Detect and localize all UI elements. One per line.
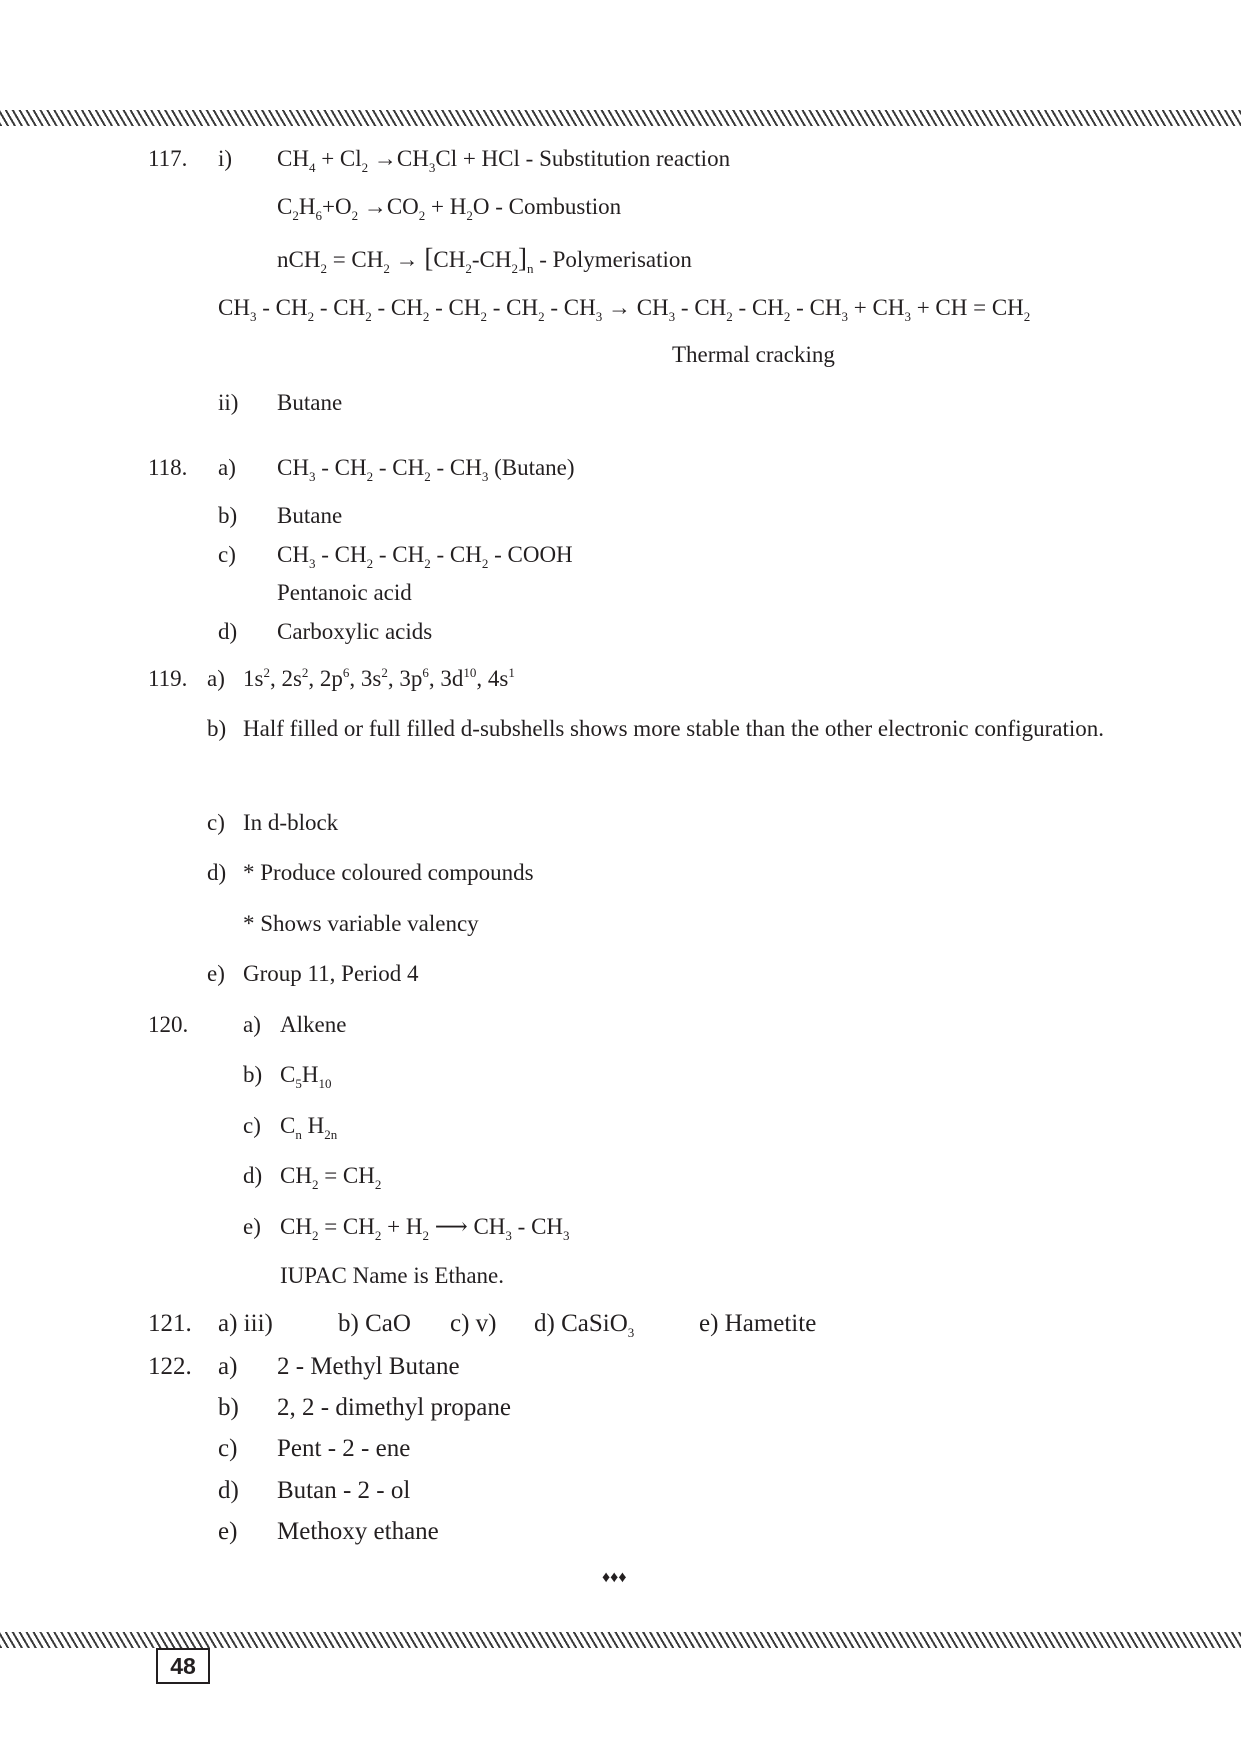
- butane-name: (Butane): [494, 455, 575, 480]
- q118-a-label: a): [218, 455, 236, 480]
- combustion-label: - Combustion: [495, 194, 622, 219]
- q120-b-label: b): [243, 1062, 263, 1087]
- q122-item-label: d): [218, 1477, 239, 1504]
- question-120-number: 120.: [148, 1012, 189, 1037]
- q120-d-formula: $CH_2 = CH_2$: [280, 1163, 382, 1192]
- q117-i-label: i): [218, 146, 233, 171]
- question-119-number: 119.: [148, 666, 188, 691]
- q117-combustion-equation: $C_2H_6+O_2 \to CO_2 + H_2O$ - Combustion: [277, 194, 622, 223]
- q119-electronic-configuration: $1s^2$, $2s^2$, $2p^6$, $3s^2$, $3p^6$, $3d^{10}$, $4s^1$: [243, 665, 515, 691]
- q119-a-label: a): [207, 666, 225, 691]
- q122-item-text: Pent - 2 - ene: [277, 1435, 411, 1462]
- q118-d-answer: Carboxylic acids: [277, 619, 433, 644]
- q119-b-label: b): [207, 716, 227, 741]
- q117-substitution-equation: $CH_4 + Cl_2 \to CH_3Cl$ + HCl - Substitution reaction: [277, 146, 731, 175]
- section-divider-diamonds: ♦♦♦: [602, 1569, 627, 1586]
- top-hatched-rule: [0, 110, 1241, 126]
- q122-item-text: Butan - 2 - ol: [277, 1477, 411, 1504]
- question-118-number: 118.: [148, 455, 188, 480]
- q119-e-text: Group 11, Period 4: [243, 961, 419, 986]
- q120-c-label: c): [243, 1113, 261, 1138]
- q117-cracking-equation: $CH_3 - CH_2 - CH_2 - CH_2 - CH_2 - CH_2 - CH_3 \to CH_3 - CH_2 - CH_2 - CH_3 + CH_3$ + CH = $CH_2$: [218, 295, 1031, 324]
- q118-d-label: d): [218, 619, 238, 644]
- q119-c-label: c): [207, 810, 225, 835]
- thermal-cracking-label: Thermal cracking: [672, 342, 835, 367]
- q119-d-label: d): [207, 860, 227, 885]
- q117-ii-label: ii): [218, 390, 239, 415]
- q121-e: e) Hametite: [699, 1310, 817, 1337]
- q119-d-point-1: * Produce coloured compounds: [243, 860, 534, 885]
- q121-b: b) CaO: [338, 1310, 411, 1337]
- q121-d: [534, 1309, 634, 1339]
- q118-c-name: Pentanoic acid: [277, 580, 412, 605]
- q120-c-formula: $C_n$ $H_{2n}$: [280, 1113, 338, 1142]
- q120-a-label: a): [243, 1012, 261, 1037]
- q120-e-note: IUPAC Name is Ethane.: [280, 1263, 505, 1288]
- q122-item-label: a): [218, 1353, 238, 1380]
- q122-item-label: b): [218, 1394, 239, 1421]
- q122-item-label: e): [218, 1518, 238, 1545]
- q118-c-label: c): [218, 542, 236, 567]
- q117-polymerisation-equation: $nCH_2 = CH_2 \to [CH_2-CH_2]_n$ - Polymerisation: [277, 243, 692, 276]
- q121-d-text: d) CaSiO: [534, 1310, 628, 1337]
- question-122-number: 122.: [148, 1353, 192, 1380]
- q118-b-answer: Butane: [277, 503, 343, 528]
- q118-a-formula: $CH_3 - CH_2 - CH_2 - CH_3$ (Butane): [277, 455, 575, 484]
- bottom-hatched-rule: [0, 1632, 1241, 1648]
- q121-a: a) iii): [218, 1310, 273, 1337]
- q120-a-text: Alkene: [280, 1012, 347, 1037]
- q120-b-formula: $C_5H_{10}$: [280, 1062, 332, 1091]
- q119-c-text: In d-block: [243, 810, 339, 835]
- polymerisation-label: - Polymerisation: [539, 247, 692, 272]
- q120-e-equation: $CH_2 = CH_2 + H_2$ ⟶ $CH_3 - CH_3$: [280, 1214, 570, 1243]
- q119-d-point-2: * Shows variable valency: [243, 911, 479, 936]
- substitution-label: - Substitution reaction: [525, 146, 731, 171]
- page-number: 48: [156, 1648, 210, 1684]
- q122-item-text: Methoxy ethane: [277, 1518, 439, 1545]
- q117-ii-answer: Butane: [277, 390, 343, 415]
- q120-d-label: d): [243, 1163, 263, 1188]
- q121-c: c) v): [450, 1310, 497, 1337]
- q122-item-text: 2, 2 - dimethyl propane: [277, 1394, 511, 1421]
- q120-e-label: e): [243, 1214, 261, 1239]
- q121-d-subscript: 3: [627, 1325, 635, 1340]
- q122-item-label: c): [218, 1435, 238, 1462]
- q118-c-formula: $CH_3 - CH_2 - CH_2 - CH_2$ - COOH: [277, 542, 573, 571]
- q119-e-label: e): [207, 961, 225, 986]
- q118-b-label: b): [218, 503, 238, 528]
- question-121-number: 121.: [148, 1310, 192, 1337]
- q122-item-text: 2 - Methyl Butane: [277, 1353, 460, 1380]
- question-117-number: 117.: [148, 146, 188, 171]
- q119-b-text: Half filled or full filled d-subshells shows more stable than the other electronic configuration.: [243, 716, 1104, 741]
